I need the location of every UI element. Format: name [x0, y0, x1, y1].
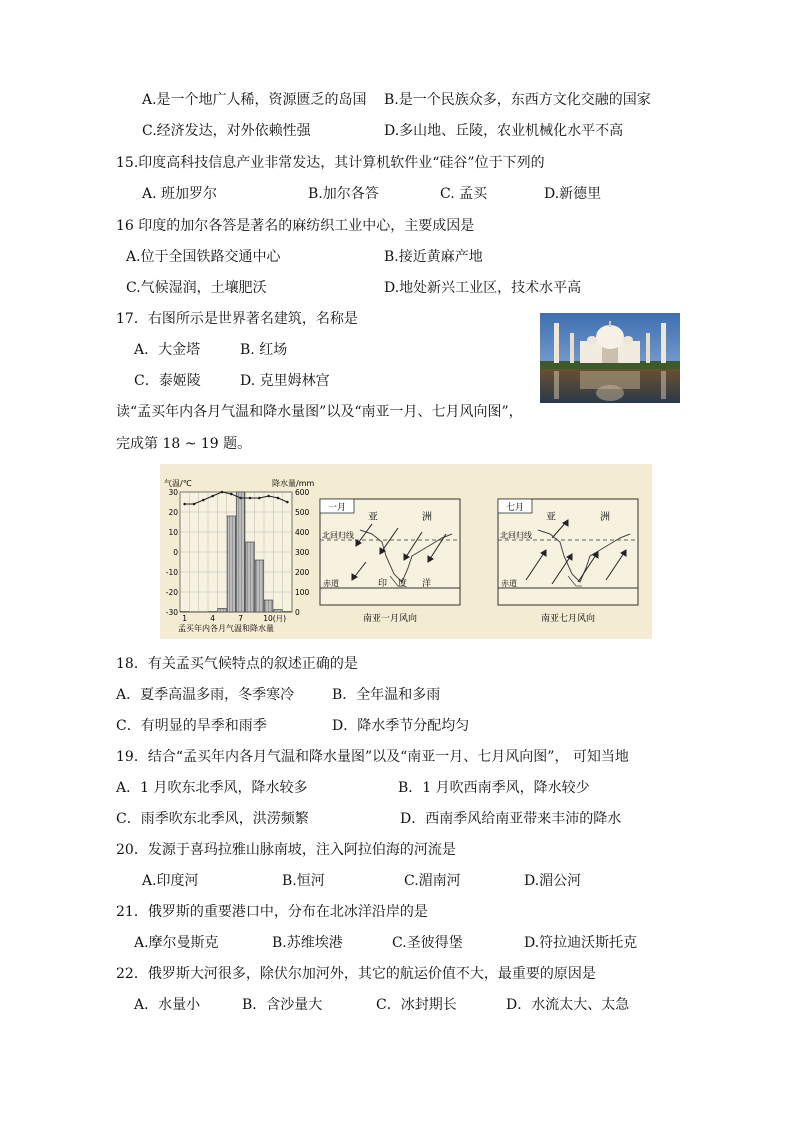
q19-stem: 19．结合“孟买年内各月气温和降水量图”以及“南亚一月、七月风向图”， 可知当地: [116, 749, 629, 765]
jan-tropic-label: 北回归线: [322, 531, 354, 540]
temp-point: [183, 503, 186, 506]
q21-option-d: D.符拉迪沃斯托克: [524, 935, 638, 951]
temp-point: [249, 497, 252, 500]
q15-option-c: C. 孟买: [440, 186, 488, 202]
temp-point: [230, 493, 233, 496]
climate-wind-figure: [160, 464, 652, 639]
precip-tick-label: 200: [295, 568, 310, 577]
precip-tick-label: 300: [295, 548, 310, 557]
q18-option-d: D．降水季节分配均匀: [332, 718, 470, 734]
month-tick-label: 1: [182, 614, 188, 623]
jul-caption: 南亚七月风向: [540, 614, 596, 624]
jul-continent-1: 亚: [546, 512, 556, 523]
q18-option-a: A．夏季高温多雨，冬季寒冷: [116, 687, 295, 703]
q21-option-a: A.摩尔曼斯克: [134, 935, 219, 951]
q21-option-b: B.苏维埃港: [272, 935, 343, 951]
q14-option-b: B.是一个民族众多，东西方文化交融的国家: [384, 92, 651, 108]
q16-option-a: A.位于全国铁路交通中心: [126, 249, 281, 265]
jan-continent-2: 洲: [422, 512, 432, 523]
precip-tick-label: 600: [295, 488, 310, 497]
q19-option-d: D．西南季风给南亚带来丰沛的降水: [400, 811, 622, 827]
jul-continent-2: 洲: [600, 512, 610, 523]
q17-option-b: B. 红场: [240, 342, 288, 358]
q15-stem: 15.印度高科技信息产业非常发达，其计算机软件业“硅谷”位于下列的: [116, 155, 545, 171]
figure-intro-line1: 读“孟买年内各月气温和降水量图”以及“南亚一月、七月风向图”，: [116, 404, 523, 420]
jan-equator-label: 赤道: [323, 579, 339, 588]
q22-option-a: A．水量小: [134, 997, 201, 1013]
q22-option-d: D．水流太大、太急: [506, 997, 630, 1013]
precip-bar: [265, 600, 273, 612]
jan-wind-map: [320, 499, 460, 624]
q22-stem: 22．俄罗斯大河很多，除伏尔加河外，其它的航运价值不大，最重要的原因是: [116, 966, 596, 982]
month-tick-label: 10(月): [263, 614, 287, 623]
temp-axis-label: 气温/℃: [164, 479, 192, 488]
jan-ocean-3: 洋: [422, 579, 432, 589]
q20-option-b: B.恒河: [282, 873, 325, 889]
jul-wind-map: [498, 499, 638, 624]
q15-option-a: A. 班加罗尔: [142, 186, 218, 202]
temp-point: [221, 491, 224, 494]
q18-option-b: B．全年温和多雨: [332, 687, 441, 703]
q19-option-c: C．雨季吹东北季风，洪涝频繁: [116, 811, 309, 827]
jul-tag: 七月: [505, 503, 525, 513]
precip-tick-label: 500: [295, 508, 310, 517]
precip-bar: [255, 560, 263, 612]
jan-continent-1: 亚: [368, 512, 378, 523]
temp-point: [277, 497, 280, 500]
temp-point: [267, 495, 270, 498]
precip-bar: [218, 608, 226, 612]
temp-point: [258, 497, 261, 500]
month-tick-label: 4: [210, 614, 216, 623]
precip-bar: [227, 516, 235, 612]
jan-caption: 南亚一月风向: [362, 614, 418, 624]
climate-caption: 孟买年内各月气温和降水量: [178, 624, 274, 633]
q15-option-b: B.加尔各答: [308, 186, 379, 202]
temp-point: [286, 501, 289, 504]
q20-option-d: D.湄公河: [524, 873, 582, 889]
q18-stem: 18．有关孟买气候特点的叙述正确的是: [116, 656, 358, 672]
precip-bar: [274, 610, 282, 612]
temp-tick-label: 10: [168, 528, 178, 537]
temp-tick-label: -10: [165, 568, 178, 577]
temp-tick-label: -20: [165, 588, 178, 597]
temp-tick-label: 30: [168, 488, 178, 497]
taj-mahal-photo: [540, 313, 680, 403]
q21-stem: 21．俄罗斯的重要港口中，分布在北冰洋沿岸的是: [116, 904, 428, 920]
q17-option-d: D. 克里姆林宫: [240, 373, 330, 389]
jan-ocean-1: 印: [378, 579, 388, 589]
q19-option-a: A．1 月吹东北季风，降水较多: [116, 780, 308, 796]
precip-axis-label: 降水量/mm: [272, 479, 315, 488]
q14-option-a: A.是一个地广人稀，资源匮乏的岛国: [142, 92, 367, 108]
climate-chart: [164, 478, 314, 633]
precip-bar: [237, 492, 245, 612]
q16-option-c: C.气候湿润，土壤肥沃: [126, 280, 267, 296]
q20-option-a: A.印度河: [142, 873, 199, 889]
jul-equator-label: 赤道: [501, 579, 517, 588]
q17-stem: 17．右图所示是世界著名建筑，名称是: [116, 311, 358, 327]
jan-tag: 一月: [327, 503, 347, 513]
q16-option-d: D.地处新兴工业区，技术水平高: [384, 280, 582, 296]
q14-option-d: D.多山地、丘陵，农业机械化水平不高: [384, 123, 624, 139]
q19-option-b: B．1 月吹西南季风，降水较少: [398, 780, 590, 796]
precip-tick-label: 400: [295, 528, 310, 537]
temp-point: [239, 497, 242, 500]
q22-option-c: C．冰封期长: [376, 997, 457, 1013]
temp-tick-label: 20: [168, 508, 178, 517]
q17-option-a: A．大金塔: [134, 342, 201, 358]
precip-tick-label: 0: [295, 608, 300, 617]
temp-point: [211, 495, 214, 498]
figure-intro-line2: 完成第 18 ~ 19 题。: [116, 436, 252, 452]
q20-option-c: C.湄南河: [404, 873, 461, 889]
q21-option-c: C.圣彼得堡: [392, 935, 463, 951]
month-tick-label: 7: [238, 614, 244, 623]
temp-point: [193, 503, 196, 506]
temp-tick-label: -30: [165, 608, 178, 617]
temp-tick-label: 0: [173, 548, 178, 557]
precip-tick-label: 100: [295, 588, 310, 597]
q18-option-c: C．有明显的旱季和雨季: [116, 718, 267, 734]
temp-point: [202, 499, 205, 502]
q17-option-c: C．泰姬陵: [134, 373, 201, 389]
q14-option-c: C.经济发达，对外依赖性强: [142, 123, 311, 139]
jan-ocean-2: 度: [398, 579, 408, 589]
q22-option-b: B．含沙量大: [242, 997, 323, 1013]
jul-tropic-label: 北回归线: [500, 531, 532, 540]
q16-stem: 16 印度的加尔各答是著名的麻纺织工业中心，主要成因是: [116, 218, 475, 234]
precip-bar: [246, 542, 254, 612]
q16-option-b: B.接近黄麻产地: [384, 249, 483, 265]
q15-option-d: D.新德里: [544, 186, 602, 202]
q20-stem: 20．发源于喜玛拉雅山脉南坡，注入阿拉伯海的河流是: [116, 842, 456, 858]
